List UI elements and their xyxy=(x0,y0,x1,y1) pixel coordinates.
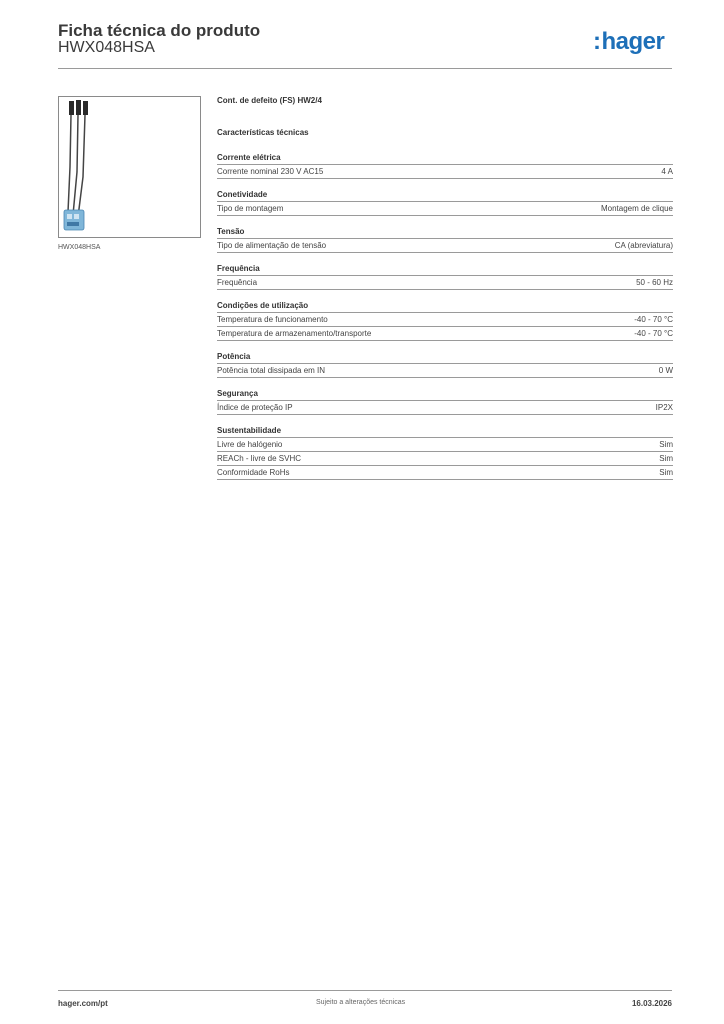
spec-row xyxy=(217,438,673,452)
wire-3 xyxy=(78,115,85,217)
spec-group-title: Tensão xyxy=(217,226,673,239)
spec-row xyxy=(217,364,673,378)
spec-group-title: Sustentabilidade xyxy=(217,425,673,438)
footer-notice: Sujeito a alterações técnicas xyxy=(316,999,406,1006)
spec-label: Potência total dissipada em IN xyxy=(217,366,326,375)
spec-label: Tipo de montagem xyxy=(217,204,284,213)
spec-label: Tipo de alimentação de tensão xyxy=(217,241,327,250)
spec-group xyxy=(217,425,673,480)
spec-label: Frequência xyxy=(217,278,258,287)
technical-characteristics-heading: Características técnicas xyxy=(217,128,309,137)
product-name: Cont. de defeito (FS) HW2/4 xyxy=(217,96,322,105)
spec-group xyxy=(217,152,673,179)
terminal-block xyxy=(64,210,84,230)
spec-group xyxy=(217,226,673,253)
spec-group xyxy=(217,351,673,378)
spec-row xyxy=(217,313,673,327)
spec-row xyxy=(217,276,673,290)
spec-group-title: Potência xyxy=(217,351,673,364)
spec-group-title: Segurança xyxy=(217,388,673,401)
spec-groups xyxy=(217,152,673,480)
spec-value: 4 A xyxy=(661,167,673,176)
spec-value: 0 W xyxy=(658,366,673,375)
spec-label: Conformidade RoHs xyxy=(217,468,290,477)
spec-value: IP2X xyxy=(655,403,673,412)
connector-head-3 xyxy=(83,101,88,115)
spec-label: Livre de halógenio xyxy=(217,440,283,449)
spec-group-title: Condições de utilização xyxy=(217,300,673,313)
product-image-frame xyxy=(58,96,201,238)
product-image xyxy=(59,97,200,237)
spec-value: Sim xyxy=(659,468,673,477)
logo-mark: : xyxy=(593,28,601,55)
spec-label: Temperatura de funcionamento xyxy=(217,315,328,324)
spec-value: -40 - 70 °C xyxy=(634,329,673,338)
spec-group xyxy=(217,300,673,341)
spec-group xyxy=(217,388,673,415)
specifications-section xyxy=(217,96,673,480)
spec-row xyxy=(217,327,673,341)
spec-value: -40 - 70 °C xyxy=(634,315,673,324)
spec-value: CA (abreviatura) xyxy=(614,241,673,250)
spec-value: Sim xyxy=(659,440,673,449)
footer-date: 16.03.2026 xyxy=(631,999,672,1008)
spec-group-title: Corrente elétrica xyxy=(217,152,673,165)
product-image-caption: HWX048HSA xyxy=(58,244,101,251)
spec-value: Montagem de clique xyxy=(600,204,673,213)
footer-website[interactable]: hager.com/pt xyxy=(58,999,108,1008)
footer-divider xyxy=(58,990,672,991)
spec-row xyxy=(217,452,673,466)
spec-group xyxy=(217,189,673,216)
wire-1 xyxy=(68,115,71,212)
spec-label: Corrente nominal 230 V AC15 xyxy=(217,167,324,176)
document-title: Ficha técnica do produto xyxy=(58,21,261,40)
connector-head-2 xyxy=(76,100,81,115)
spec-row xyxy=(217,401,673,415)
spec-label: Índice de proteção IP xyxy=(217,403,293,412)
wire-2 xyxy=(73,115,78,215)
spec-group xyxy=(217,263,673,290)
spec-value: Sim xyxy=(659,454,673,463)
product-code: HWX048HSA xyxy=(58,39,155,56)
spec-group-title: Frequência xyxy=(217,263,673,276)
spec-row xyxy=(217,239,673,253)
spec-group-title: Conetividade xyxy=(217,189,673,202)
spec-row xyxy=(217,466,673,480)
connector-head-1 xyxy=(69,101,74,115)
spec-row xyxy=(217,202,673,216)
spec-label: Temperatura de armazenamento/transporte xyxy=(217,329,372,338)
spec-label: REACh - livre de SVHC xyxy=(217,454,302,463)
logo-text: hager xyxy=(601,28,665,55)
header-divider xyxy=(58,68,672,69)
spec-value: 50 - 60 Hz xyxy=(636,278,673,287)
spec-row xyxy=(217,165,673,179)
hager-logo xyxy=(593,28,664,56)
